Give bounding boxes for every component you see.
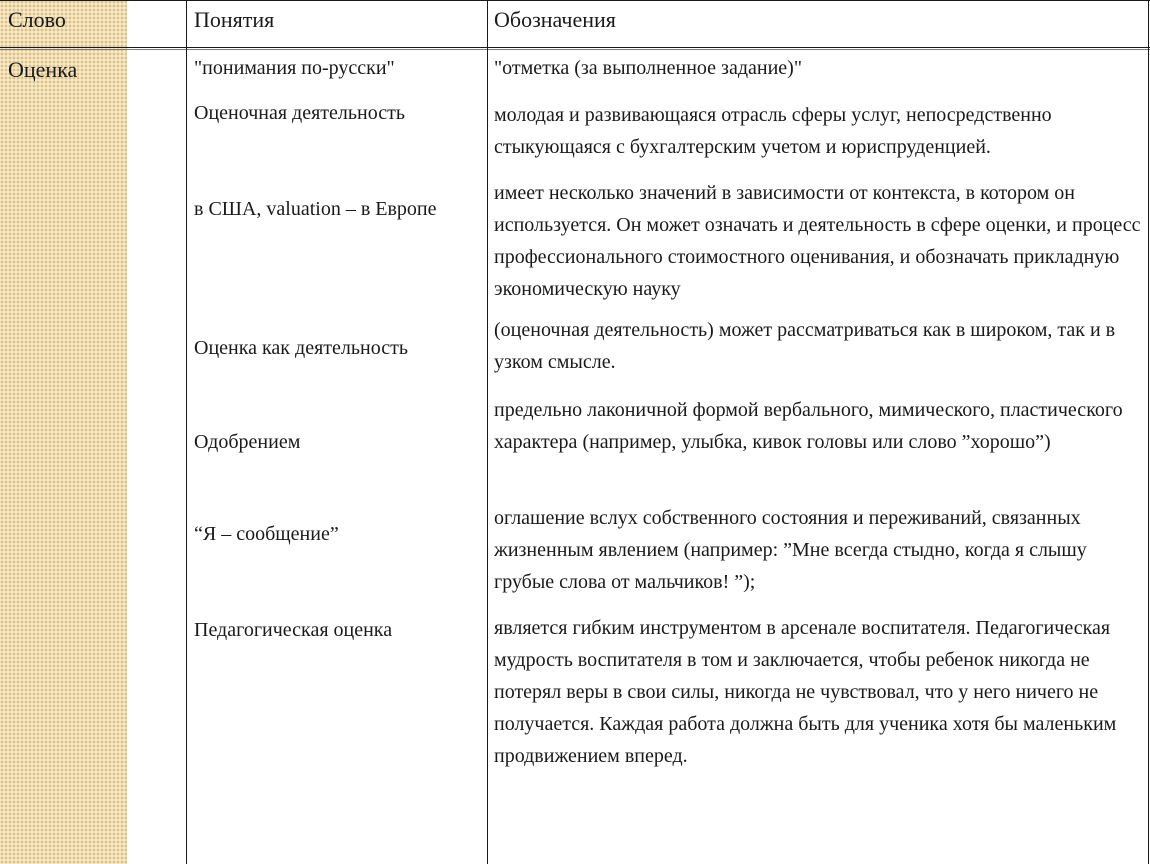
decorative-stripe [0, 0, 127, 864]
designation-item: предельно лаконичной формой вербального, мимического, пластического характера (например, улыбка, кивок головы или слово ”хорошо”) [494, 399, 1123, 453]
header-top-border [0, 0, 1150, 1]
concept-item: в США, valuation – в Европе [194, 198, 437, 220]
word-cell: Оценка [8, 57, 78, 82]
concept-item: “Я – сообщение” [194, 523, 339, 545]
header-designations: Обозначения [494, 7, 616, 32]
concept-item: Одобрением [194, 431, 301, 453]
concept-item: "понимания по-русски" [194, 57, 395, 79]
designation-item: молодая и развивающаяся отрасль сферы услуг, непосредственно стыкующаяся с бухгалтерским учетом и юриспруденцией. [494, 104, 1052, 158]
concept-item: Оценка как деятельность [194, 337, 408, 359]
concept-item: Педагогическая оценка [194, 619, 393, 641]
designation-item: имеет несколько значений в зависимости от контекста, в котором он используется. Он может означать и деятельность в сфере оценки, и процесс профессионального стоимостного оценивания, и обозначать прикладную экономическую науку [494, 182, 1141, 300]
table-right-border [1148, 0, 1149, 864]
column-divider-2 [487, 0, 488, 864]
header-bottom-border [0, 47, 1150, 48]
designation-item: оглашение вслух собственного состояния и переживаний, связанных жизненным явлением (например: ”Мне всегда стыдно, когда я слышу грубые слова от мальчиков! ”); [494, 507, 1087, 593]
designation-item: является гибким инструментом в арсенале воспитателя. Педагогическая мудрость воспитателя в том и заключается, чтобы ребенок никогда не потерял веры в свои силы, никогда не чувствовал, что у него ничего не получается. Каждая работа должна быть для ученика хотя бы маленьким продвижением вперед. [494, 617, 1117, 767]
concept-item: Оценочная деятельность [194, 102, 405, 124]
header-concepts: Понятия [194, 7, 275, 32]
column-divider-1 [186, 0, 187, 864]
designation-item: "отметка (за выполненное задание)" [494, 57, 802, 79]
header-word: Слово [8, 7, 66, 32]
designation-item: (оценочная деятельность) может рассматриваться как в широком, так и в узком смысле. [494, 319, 1116, 373]
header-bottom-border-shadow [0, 49, 1150, 50]
